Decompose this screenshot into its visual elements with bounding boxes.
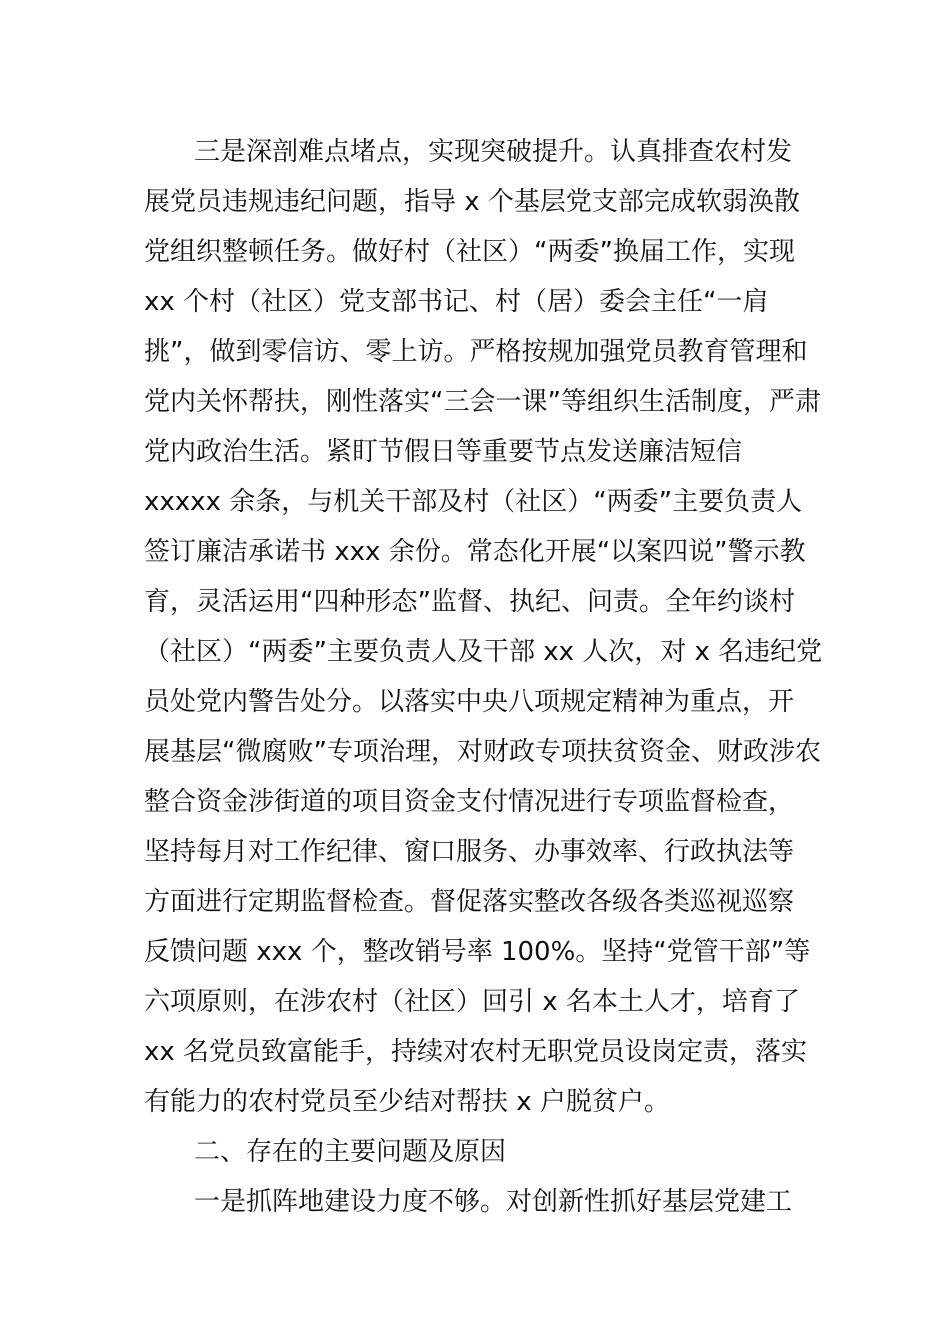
paragraph-1-line-11: （社区）“两委”主要负责人及干部 xx 人次，对 x 名违纪党 <box>144 637 823 667</box>
paragraph-1-line-18: 六项原则，在涉农村（社区）回引 x 名本土人才，培育了 <box>144 987 800 1017</box>
paragraph-1-line-12: 员处党内警告处分。以落实中央八项规定精神为重点，开 <box>144 687 795 717</box>
paragraph-1-line-8: xxxxx 余条，与机关干部及村（社区）“两委”主要负责人 <box>144 487 803 517</box>
paragraph-1-line-3: 党组织整顿任务。做好村（社区）“两委”换届工作，实现 <box>144 237 795 267</box>
paragraph-1-line-1: 三是深剖难点堵点，实现突破提升。认真排查农村发 <box>194 137 793 167</box>
paragraph-1-line-20: 有能力的农村党员至少结对帮扶 x 户脱贫户。 <box>144 1087 670 1117</box>
paragraph-1-line-9: 签订廉洁承诺书 xxx 余份。常态化开展“以案四说”警示教 <box>144 537 806 567</box>
paragraph-1-line-17: 反馈问题 xxx 个，整改销号率 100%。坚持“党管干部”等 <box>144 937 811 967</box>
paragraph-1-line-14: 整合资金涉街道的项目资金支付情况进行专项监督检查， <box>144 787 795 817</box>
paragraph-2-line-1: 一是抓阵地建设力度不够。对创新性抓好基层党建工 <box>194 1187 793 1217</box>
paragraph-1-line-16: 方面进行定期监督检查。督促落实整改各级各类巡视巡察 <box>144 887 795 917</box>
paragraph-1-line-7: 党内政治生活。紧盯节假日等重要节点发送廉洁短信 <box>144 437 743 467</box>
paragraph-1-line-6: 党内关怀帮扶，刚性落实“三会一课”等组织生活制度，严肃 <box>144 387 821 417</box>
paragraph-1-line-2: 展党员违规违纪问题，指导 x 个基层党支部完成软弱涣散 <box>144 187 800 217</box>
paragraph-1-line-19: xx 名党员致富能手，持续对农村无职党员设岗定责，落实 <box>144 1037 808 1067</box>
paragraph-1-line-4: xx 个村（社区）党支部书记、村（居）委会主任“一肩 <box>144 287 769 317</box>
section-heading: 二、存在的主要问题及原因 <box>194 1137 507 1167</box>
paragraph-1-line-13: 展基层“微腐败”专项治理，对财政专项扶贫资金、财政涉农 <box>144 737 821 767</box>
paragraph-1-line-5: 挑”，做到零信访、零上访。严格按规加强党员教育管理和 <box>144 337 808 367</box>
paragraph-1-line-15: 坚持每月对工作纪律、窗口服务、办事效率、行政执法等 <box>144 837 795 867</box>
paragraph-1-line-10: 育，灵活运用“四种形态”监督、执纪、问责。全年约谈村 <box>144 587 795 617</box>
